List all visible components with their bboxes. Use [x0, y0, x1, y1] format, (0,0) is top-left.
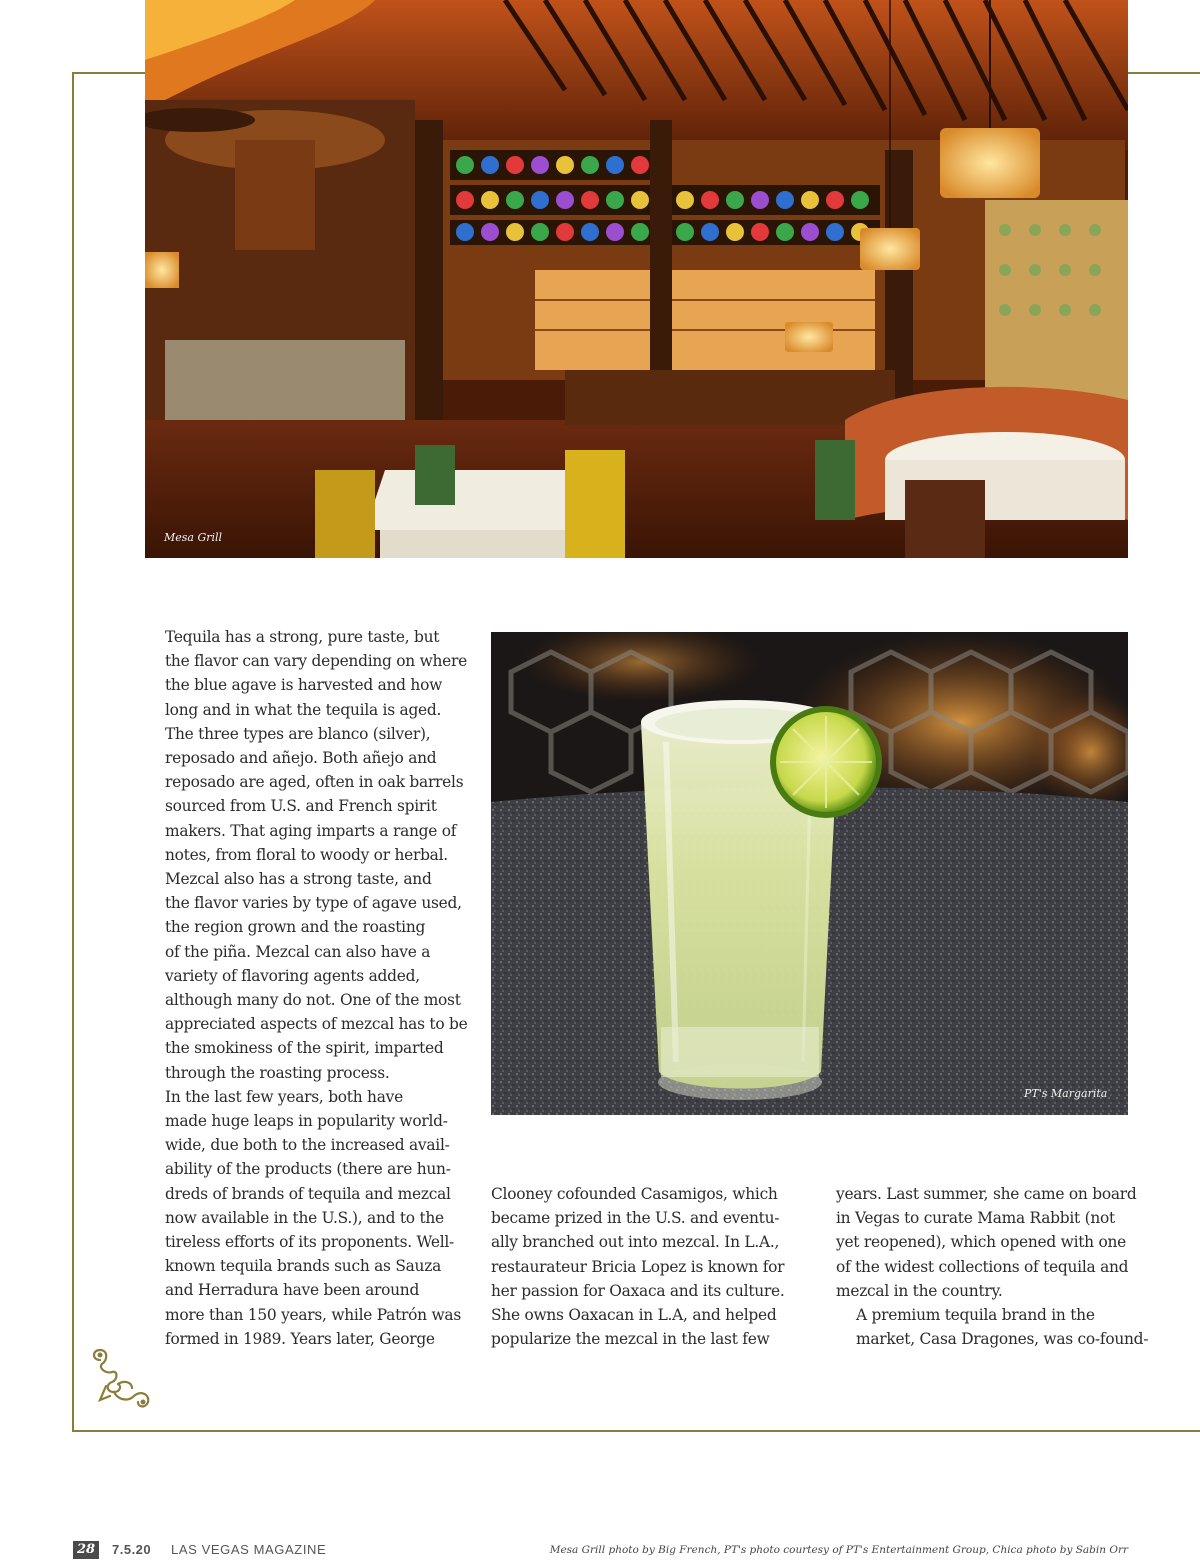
- article-column-2: [491, 1182, 791, 1351]
- paragraph: Clooney cofounded Casamigos, which became prized in the U.S. and eventu- ally branched out into mezcal. In L.A., restaurateur Bricia Lopez is known for her passion for Oaxaca and its culture. She owns Oaxacan in L.A, and helped popularize the mezcal in the last few: [491, 1185, 785, 1349]
- paragraph: In the last few years, both have made huge leaps in popularity world- wide, due both to the increased avail- ability of the products (there are hun- dreds of brands of tequila and mezcal now available in the U.S.), and to the tireless efforts of its proponents. Well- known tequila brands such as Sauza and Herradura have been around more than 150 years, while Patrón was formed in 1989. Years later, George: [165, 1087, 461, 1348]
- pts-margarita-caption: PT's Margarita: [1024, 1087, 1108, 1100]
- paragraph: A premium tequila brand in the market, Casa Dragones, was co-found-: [856, 1306, 1149, 1349]
- article-column-3: [836, 1182, 1149, 1351]
- mesa-grill-caption: Mesa Grill: [164, 531, 223, 544]
- mesa-grill-photo: [145, 0, 1128, 558]
- page-footer: [0, 1541, 1200, 1563]
- page-number: 28: [73, 1541, 99, 1559]
- paragraph: Mezcal also has a strong taste, and the flavor varies by type of agave used, the region grown and the roasting of the piña. Mezcal can also have a variety of flavoring agents added, although many do not. One of the most appreciated aspects of mezcal has to be the smokiness of the spirit, imparted through the roasting process.: [165, 870, 468, 1082]
- frame-line-left: [72, 72, 74, 1432]
- flourish-ornament-icon: [88, 1346, 158, 1416]
- frame-line-bottom: [72, 1430, 1200, 1432]
- pts-margarita-photo: [491, 632, 1128, 1115]
- paragraph: Tequila has a strong, pure taste, but the flavor can vary depending on where the blue agave is harvested and how long and in what the tequila is aged. The three types are blanco (silver), reposado and añejo. Both añejo and reposado are aged, often in oak barrels sourced from U.S. and French spirit makers. That aging imparts a range of notes, from floral to woody or herbal.: [165, 628, 468, 864]
- photo-credits: Mesa Grill photo by Big French, PT's photo courtesy of PT's Entertainment Group, Chica photo by Sabin Orr: [549, 1544, 1128, 1556]
- article-column-1: [145, 625, 468, 1351]
- paragraph: years. Last summer, she came on board in Vegas to curate Mama Rabbit (not yet reopened), which opened with one of the widest collections of tequila and mezcal in the country.: [836, 1185, 1137, 1300]
- magazine-name: LAS VEGAS MAGAZINE: [171, 1542, 327, 1557]
- frame-line-top-left: [72, 72, 146, 74]
- issue-date: 7.5.20: [112, 1542, 152, 1557]
- frame-line-top-right: [1128, 72, 1200, 74]
